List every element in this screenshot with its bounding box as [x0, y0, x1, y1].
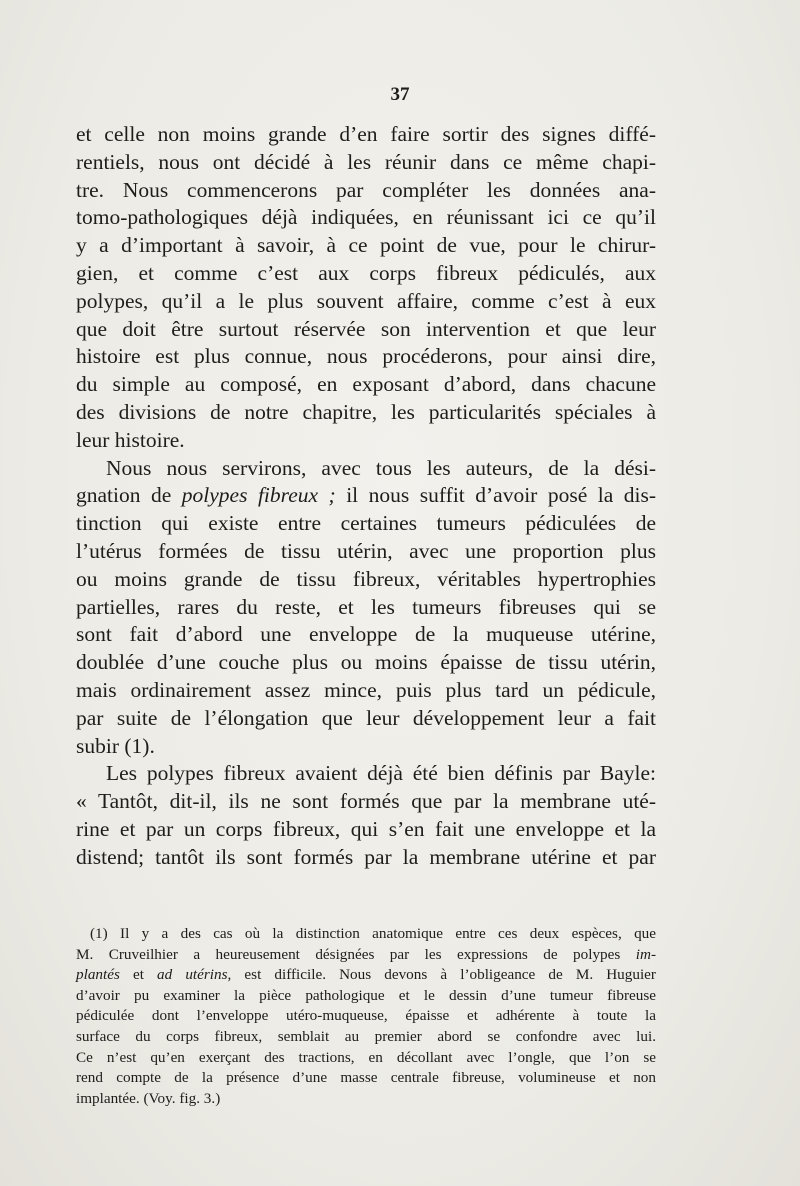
text-line [76, 482, 656, 510]
body-text [76, 121, 656, 872]
text-line: par suite de l’élongation que leur développement leur a fait [76, 705, 656, 730]
page-number: 37 [390, 84, 410, 105]
text-line: Nous nous servirons, avec tous les auteurs, de la dési- [106, 455, 656, 480]
footnote-line: d’avoir pu examiner la pièce pathologique et le dessin d’une tumeur fibreuse [76, 986, 656, 1004]
text-line: tre. Nous commencerons par compléter les données ana- [76, 177, 656, 202]
text-line: y a d’important à savoir, à ce point de vue, pour le chirur- [76, 233, 656, 258]
text-line: l’utérus formées de tissu utérin, avec une proportion plus [76, 538, 656, 563]
italic-term: polypes fibreux ; [181, 483, 336, 508]
paragraph-3 [76, 760, 656, 871]
footnote-line: rend compte de la présence d’une masse centrale fibreuse, volumineuse et non [76, 1069, 656, 1087]
text-line: rentiels, nous ont décidé à les réunir dans ce même chapi- [76, 149, 656, 174]
text-line: que doit être surtout réservée son intervention et que leur [76, 316, 656, 341]
text-line: partielles, rares du reste, et les tumeurs fibreuses qui se [76, 594, 656, 619]
italic-term: im- [635, 945, 656, 963]
text-line: rine et par un corps fibreux, qui s’en fait une enveloppe et la [76, 816, 656, 841]
footnote-line [76, 965, 656, 986]
text-segment: gnation de [76, 483, 182, 508]
italic-term: ad utérins [157, 966, 228, 984]
footnote [76, 924, 656, 1109]
text-line: tomo-pathologiques déjà indiquées, en réunissant ici ce qu’il [76, 205, 656, 230]
footnote-line: implantée. (Voy. fig. 3.) [76, 1089, 221, 1107]
text-line: Les polypes fibreux avaient déjà été bien définis par Bayle: [106, 761, 656, 786]
text-line: doublée d’une couche plus ou moins épaisse de tissu utérin, [76, 650, 656, 675]
text-line: et celle non moins grande d’en faire sortir des signes diffé- [76, 122, 656, 146]
text-line: ou moins grande de tissu fibreux, véritables hypertrophies [76, 566, 656, 591]
text-segment: et [119, 966, 158, 984]
paragraph-2 [76, 455, 656, 761]
text-line: subir (1). [76, 733, 155, 758]
text-segment: , est difficile. Nous devons à l’obligeance de M. Huguier [227, 966, 656, 984]
italic-term: plantés [76, 966, 120, 984]
text-line: leur histoire. [76, 427, 185, 452]
text-line: des divisions de notre chapitre, les particularités spéciales à [76, 399, 656, 424]
footnote-line [76, 945, 656, 966]
footnote-line: pédiculée dont l’enveloppe utéro-muqueuse, épaisse et adhérente à toute la [76, 1007, 656, 1025]
text-line: polypes, qu’il a le plus souvent affaire, comme c’est à eux [76, 288, 656, 313]
text-line: distend; tantôt ils sont formés par la membrane utérine et par [76, 844, 656, 869]
footnote-line: (1) Il y a des cas où la distinction anatomique entre ces deux espèces, que [90, 925, 656, 942]
text-segment: il nous suffit d’avoir posé la dis- [335, 483, 656, 508]
text-line: sont fait d’abord une enveloppe de la muqueuse utérine, [76, 622, 656, 647]
text-line: tinction qui existe entre certaines tumeurs pédiculées de [76, 511, 656, 536]
paragraph-1 [76, 121, 656, 455]
text-line: « Tantôt, dit-il, ils ne sont formés que par la membrane uté- [76, 789, 656, 814]
text-segment: M. Cruveilhier a heureusement désignées par les expressions de polypes [76, 945, 636, 963]
footnote-line: surface du corps fibreux, semblait au premier abord se confondre avec lui. [76, 1027, 656, 1045]
text-line: mais ordinairement assez mince, puis plus tard un pédicule, [76, 677, 656, 702]
text-line: du simple au composé, en exposant d’abord, dans chacune [76, 372, 656, 397]
text-line: gien, et comme c’est aux corps fibreux pédiculés, aux [76, 260, 656, 285]
footnote-line: Ce n’est qu’en exerçant des tractions, en décollant avec l’ongle, que l’on se [76, 1048, 656, 1066]
text-line: histoire est plus connue, nous procéderons, pour ainsi dire, [76, 344, 656, 369]
